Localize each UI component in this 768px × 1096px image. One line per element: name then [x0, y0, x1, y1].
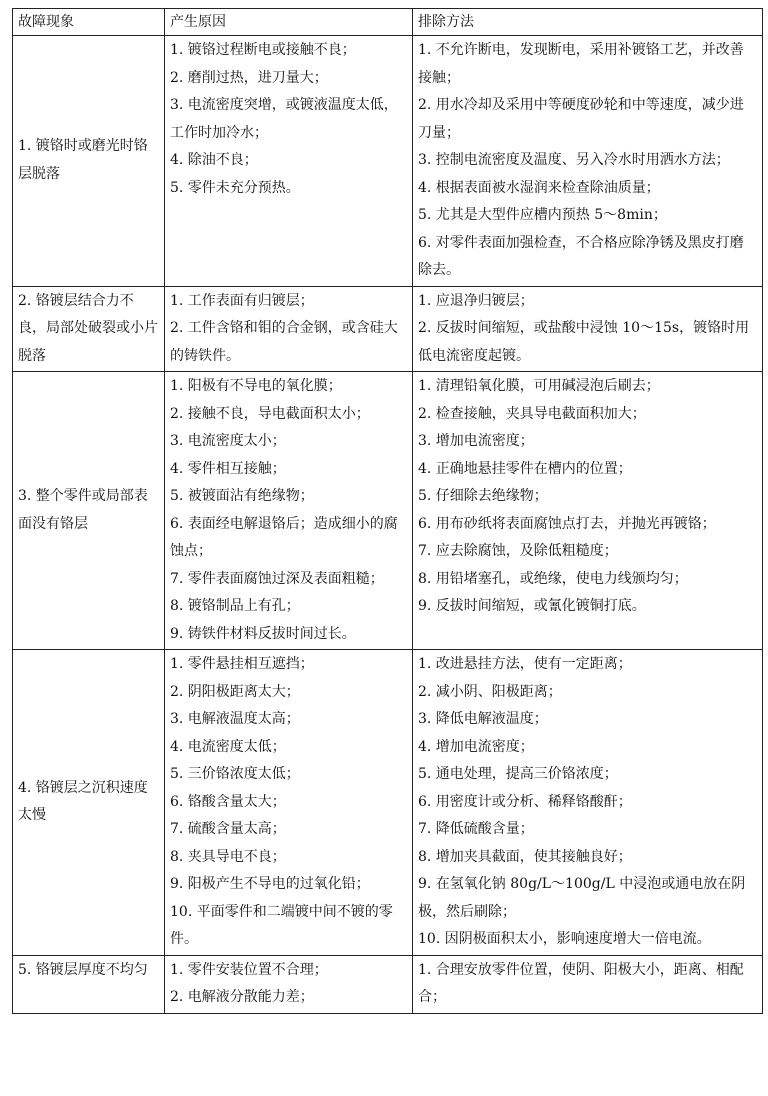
remedy-item: 10. 因阴极面积太小，影响速度增大一倍电流。 — [418, 931, 711, 947]
cause-item: 4. 零件相互接触； — [170, 460, 286, 477]
remedy-item: 8. 用铅堵塞孔，或绝缘，使电力线颁均匀； — [418, 570, 688, 587]
table-row — [13, 650, 763, 956]
cause-item: 2. 阴阳极距离太大； — [170, 683, 300, 700]
remedy-item: 3. 降低电解液温度； — [418, 711, 548, 727]
remedy-item: 5. 仔细除去绝缘物； — [418, 488, 548, 504]
remedy-item: 1. 不允许断电，发现断电，采用补镀铬工艺，并改善接触； — [418, 42, 744, 86]
table-row — [13, 955, 763, 1013]
cause-cell — [165, 372, 413, 650]
cause-cell — [165, 650, 413, 956]
fault-table — [12, 8, 763, 1014]
cause-item: 3. 电流密度突增，或镀液温度太低，工作时加冷水； — [170, 97, 398, 141]
cause-item: 5. 三价铬浓度太低； — [170, 766, 300, 782]
remedy-item: 2. 检查接触，夹具导电截面积加大； — [418, 405, 646, 422]
remedy-cell — [413, 286, 763, 372]
remedy-item: 2. 减小阴、阳极距离； — [418, 683, 562, 700]
cause-item: 1. 零件安装位置不合理； — [170, 961, 328, 978]
phenomenon-cell: 5. 铬镀层厚度不均匀 — [13, 955, 165, 1013]
cause-item: 3. 电解液温度太高； — [170, 711, 300, 727]
remedy-item: 2. 反拔时间缩短，或盐酸中浸蚀 10～15s，镀铬时用低电流密度起镀。 — [418, 320, 750, 364]
cause-item: 1. 镀铬过程断电或接触不良； — [170, 42, 356, 58]
header-cause: 产生原因 — [165, 9, 413, 36]
remedy-item: 4. 正确地悬挂零件在槽内的位置； — [418, 460, 632, 477]
remedy-item: 1. 改进悬挂方法，使有一定距离； — [418, 656, 632, 672]
phenomenon-cell: 1. 镀铬时或磨光时铬层脱落 — [13, 36, 165, 287]
header-phenomenon: 故障现象 — [13, 9, 165, 36]
phenomenon-cell: 3. 整个零件或局部表面没有铬层 — [13, 372, 165, 650]
cause-item: 3. 电流密度太小； — [170, 433, 286, 449]
table-row — [13, 286, 763, 372]
cause-item: 8. 夹具导电不良； — [170, 848, 286, 865]
remedy-item: 5. 尤其是大型件应槽内预热 5～8min； — [418, 207, 667, 223]
remedy-item: 2. 用水冷却及采用中等硬度砂轮和中等速度，减少进刀量； — [418, 97, 744, 141]
cause-item: 6. 表面经电解退铬后；造成细小的腐蚀点； — [170, 515, 398, 559]
cause-item: 4. 电流密度太低； — [170, 738, 286, 755]
cause-item: 5. 零件未充分预热。 — [170, 179, 300, 196]
remedy-item: 4. 增加电流密度； — [418, 738, 534, 755]
remedy-item: 7. 应去除腐蚀，及除低粗糙度； — [418, 543, 618, 559]
remedy-item: 5. 通电处理，提高三价铬浓度； — [418, 766, 618, 782]
cause-item: 9. 铸铁件材料反拔时间过长。 — [170, 625, 356, 642]
cause-item: 5. 被镀面沾有绝缘物； — [170, 488, 314, 504]
remedy-cell — [413, 36, 763, 287]
table-row — [13, 36, 763, 287]
cause-item: 2. 工件含铬和钼的合金钢，或含硅大的铸铁件。 — [170, 320, 398, 364]
remedy-item: 9. 在氢氧化钠 80g/L～100g/L 中浸泡或通电放在阴极，然后刷除； — [418, 876, 746, 920]
cause-item: 7. 零件表面腐蚀过深及表面粗糙； — [170, 570, 384, 587]
remedy-item: 6. 对零件表面加强检查，不合格应除净锈及黑皮打磨除去。 — [418, 234, 744, 278]
cause-cell — [165, 955, 413, 1013]
phenomenon-cell: 2. 铬镀层结合力不良，局部处破裂或小片脱落 — [13, 286, 165, 372]
cause-item: 2. 磨削过热，进刀量大； — [170, 69, 328, 86]
cause-cell — [165, 286, 413, 372]
remedy-item: 1. 应退净归镀层； — [418, 292, 534, 309]
remedy-item: 1. 合理安放零件位置，使阴、阳极大小，距离、相配合； — [418, 961, 744, 1005]
remedy-cell — [413, 372, 763, 650]
cause-cell — [165, 36, 413, 287]
cause-item: 8. 镀铬制品上有孔； — [170, 598, 300, 614]
header-remedy: 排除方法 — [413, 9, 763, 36]
remedy-item: 7. 降低硫酸含量； — [418, 821, 534, 837]
remedy-item: 9. 反拔时间缩短，或氰化镀铜打底。 — [418, 598, 646, 614]
cause-item: 9. 阳极产生不导电的过氧化铅； — [170, 876, 370, 892]
cause-item: 2. 电解液分散能力差； — [170, 989, 314, 1005]
header-row — [13, 9, 763, 36]
cause-item: 10. 平面零件和二端镀中间不镀的零件。 — [170, 903, 393, 947]
cause-item: 6. 铬酸含量太大； — [170, 793, 286, 810]
table-row — [13, 372, 763, 650]
cause-item: 2. 接触不良，导电截面积太小； — [170, 405, 370, 422]
cause-item: 1. 工作表面有归镀层； — [170, 292, 314, 309]
remedy-cell — [413, 955, 763, 1013]
remedy-item: 8. 增加夹具截面，使其接触良好； — [418, 848, 632, 865]
cause-item: 1. 阳极有不导电的氧化膜； — [170, 378, 342, 394]
remedy-item: 6. 用布砂纸将表面腐蚀点打去，并抛光再镀铬； — [418, 515, 716, 532]
cause-item: 7. 硫酸含量太高； — [170, 821, 286, 837]
remedy-item: 1. 清理铅氧化膜，可用碱浸泡后刷去； — [418, 378, 660, 394]
remedy-cell — [413, 650, 763, 956]
cause-item: 1. 零件悬挂相互遮挡； — [170, 656, 314, 672]
remedy-item: 4. 根据表面被水湿润来检查除油质量； — [418, 179, 660, 196]
cause-item: 4. 除油不良； — [170, 152, 258, 168]
remedy-item: 3. 增加电流密度； — [418, 433, 534, 449]
remedy-item: 3. 控制电流密度及温度、另入冷水时用洒水方法； — [418, 152, 730, 168]
phenomenon-cell: 4. 铬镀层之沉积速度太慢 — [13, 650, 165, 956]
remedy-item: 6. 用密度计或分析、稀释铬酸酐； — [418, 793, 632, 810]
